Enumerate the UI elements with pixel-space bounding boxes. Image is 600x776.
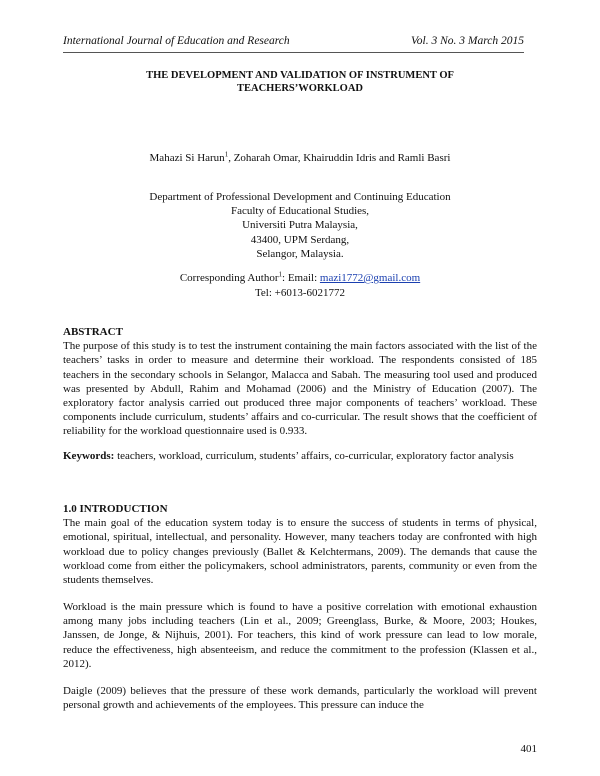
abstract-section [63,325,537,439]
introduction-section [63,502,537,587]
author-superscript: 1 [224,150,229,159]
email-label: : Email: [282,272,320,284]
corresponding-author [63,271,537,300]
abstract-heading: ABSTRACT [63,326,123,338]
corresponding-label: Corresponding Author [179,272,279,284]
introduction-heading: 1.0 INTRODUCTION [63,503,168,515]
affiliation [63,190,537,261]
intro-paragraph-3: Daigle (2009) believes that the pressure of these work demands, particularly the workload will prevent personal growth and achievements of the employees. This pressure can induce the [63,685,537,712]
author-list [63,151,537,165]
affiliation-line: 43400, UPM Serdang, [250,233,350,246]
corresponding-superscript: 1 [278,270,283,279]
keywords-text: teachers, workload, curriculum, students’ affairs, co-curricular, exploratory factor analysis [114,450,514,462]
other-authors: , Zoharah Omar, Khairuddin Idris and Ramli Basri [228,152,451,164]
keywords-label: Keywords: [63,450,115,462]
header-rule [63,52,524,53]
affiliation-line: Selangor, Malaysia. [256,247,344,260]
title-line-1: THE DEVELOPMENT AND VALIDATION OF INSTRUMENT OF [146,70,454,81]
running-header [63,35,524,51]
intro-paragraph-1: The main goal of the education system today is to ensure the success of students in terms of physical, emotional, spiritual, intellectual, and personality. However, many teachers today are confronted with high workload due to policy changes previously (Ballet & Kelchtermans, 2009). The demands that cause the workload come from either the policymakers, school administrators, parents, community or even from the students themselves. [63,517,537,587]
first-author: Mahazi Si Harun [149,152,225,164]
paper-title [63,69,537,95]
telephone: Tel: +6013-6021772 [254,286,346,299]
issue-info: Vol. 3 No. 3 March 2015 [411,35,524,47]
title-line-2: TEACHERS’WORKLOAD [236,83,363,94]
email-link[interactable]: mazi1772@gmail.com [319,272,421,284]
affiliation-line: Department of Professional Development and Continuing Education [149,191,451,203]
affiliation-line: Faculty of Educational Studies, [230,205,370,218]
journal-name: International Journal of Education and Research [63,35,290,47]
affiliation-line: Universiti Putra Malaysia, [242,219,358,232]
intro-paragraph-2: Workload is the main pressure which is found to have a positive correlation with emotional exhaustion among many jobs including teachers (Lin et al., 2009; Greenglass, Burke, & Moore, 2003; Houkes, Janssen, de Jonge, & Nijhuis, 2001). For teachers, this kind of work pressure can lead to low morale, reduce the effectiveness, high absenteeism, and reduce the commitment to the profession (Klassen et al., 2012). [63,601,537,670]
page-number: 401 [520,743,537,755]
abstract-text: The purpose of this study is to test the instrument containing the main factors associated with the list of the teachers’ tasks in order to measure and determine their workload. The respondents consisted of 185 teachers in the secondary schools in Selangor, Malacca and Sabah. The measuring tool used and produced was presented by Abdull, Rahim and Mohamad (2006) and the Ministry of Education (2007). The exploratory factor analysis carried out produced three major components of teachers’ workload. These components include curriculum, students’ affairs and co-curricular. The result shows that the coefficient of reliability for the workload questionnaire used is 0.933. [63,340,537,438]
keywords-section [63,449,537,463]
